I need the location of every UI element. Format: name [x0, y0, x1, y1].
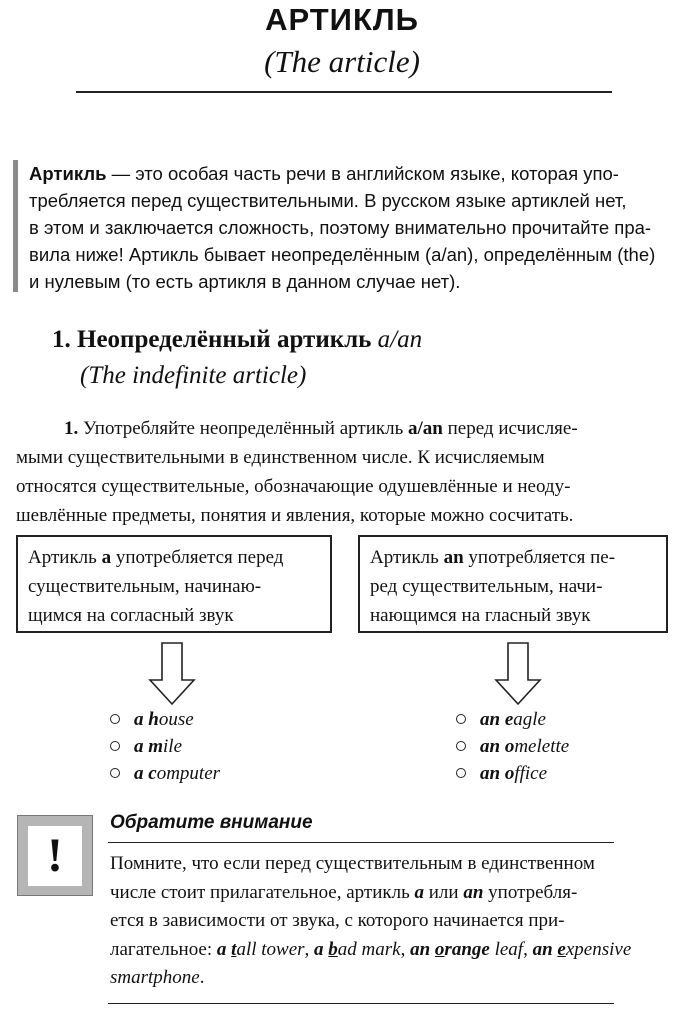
page-subtitle: (The article): [264, 44, 420, 79]
bullet-icon: [110, 741, 120, 751]
section-heading: 1. Неопределённый артикль a/an: [52, 326, 423, 353]
list-item: a computer: [110, 760, 220, 787]
arrow-down-icon: [148, 642, 196, 706]
rule-paragraph: [16, 414, 670, 530]
note-divider-top: [108, 842, 614, 843]
bullet-icon: [456, 768, 466, 778]
note-divider-bottom: [108, 1003, 614, 1004]
rule-line-2: мыми существительными в единственном числе. К исчисляемым: [16, 447, 545, 468]
intro-line-5: и нулевым (то есть артикля в данном случае нет).: [29, 271, 461, 292]
rule-line-4: шевлённые предметы, понятия и явления, которые можно сосчитать.: [16, 505, 574, 526]
examples-a-list: [110, 706, 220, 787]
intro-line-1: Артикль — это особая часть речи в английском языке, которая упо-: [29, 163, 619, 184]
bullet-icon: [456, 741, 466, 751]
exclamation-icon: !: [17, 815, 93, 896]
intro-line-2: требляется перед существительными. В русском языке артиклей нет,: [29, 190, 627, 211]
section-subheading: (The indefinite article): [80, 362, 307, 389]
list-item: an office: [456, 760, 569, 787]
note-body: Помните, что если перед существительным в единственном числе стоит прилагательное, артикль a или an употребля- ется в зависимости от звука, с которого начинается при- лагательное: a tall tower, a bad mark, an orange leaf, an expensive smartphone.: [110, 853, 632, 988]
intro-term: Артикль: [29, 163, 107, 184]
rule-line-3: относятся существительные, обозначающие одушевлённые и неоду-: [16, 476, 571, 497]
page-title: АРТИКЛЬ: [265, 2, 419, 37]
rule-box-an: Артикль an употребляется пе- ред существительным, начи- нающимся на гласный звук: [358, 535, 668, 633]
intro-line-3: в этом и заключается сложность, поэтому внимательно прочитайте пра-: [29, 217, 652, 238]
bullet-icon: [456, 714, 466, 724]
list-item: an eagle: [456, 706, 569, 733]
list-item: an omelette: [456, 733, 569, 760]
examples-an-list: [456, 706, 569, 787]
note-title: Обратите внимание: [110, 812, 313, 833]
rule-box-a: Артикль a употребляется перед существительным, начинаю- щимся на согласный звук: [16, 535, 332, 633]
arrow-down-icon: [494, 642, 542, 706]
list-item: a house: [110, 706, 220, 733]
bullet-icon: [110, 714, 120, 724]
title-divider: [76, 91, 612, 93]
rule-line-1: 1. Употребляйте неопределённый артикль a/an перед исчисляе-: [64, 418, 578, 439]
bullet-icon: [110, 768, 120, 778]
list-item: a mile: [110, 733, 220, 760]
intro-callout: [13, 160, 661, 292]
intro-line-4: вила ниже! Артикль бывает неопределённым (a/an), определённым (the): [29, 244, 656, 265]
